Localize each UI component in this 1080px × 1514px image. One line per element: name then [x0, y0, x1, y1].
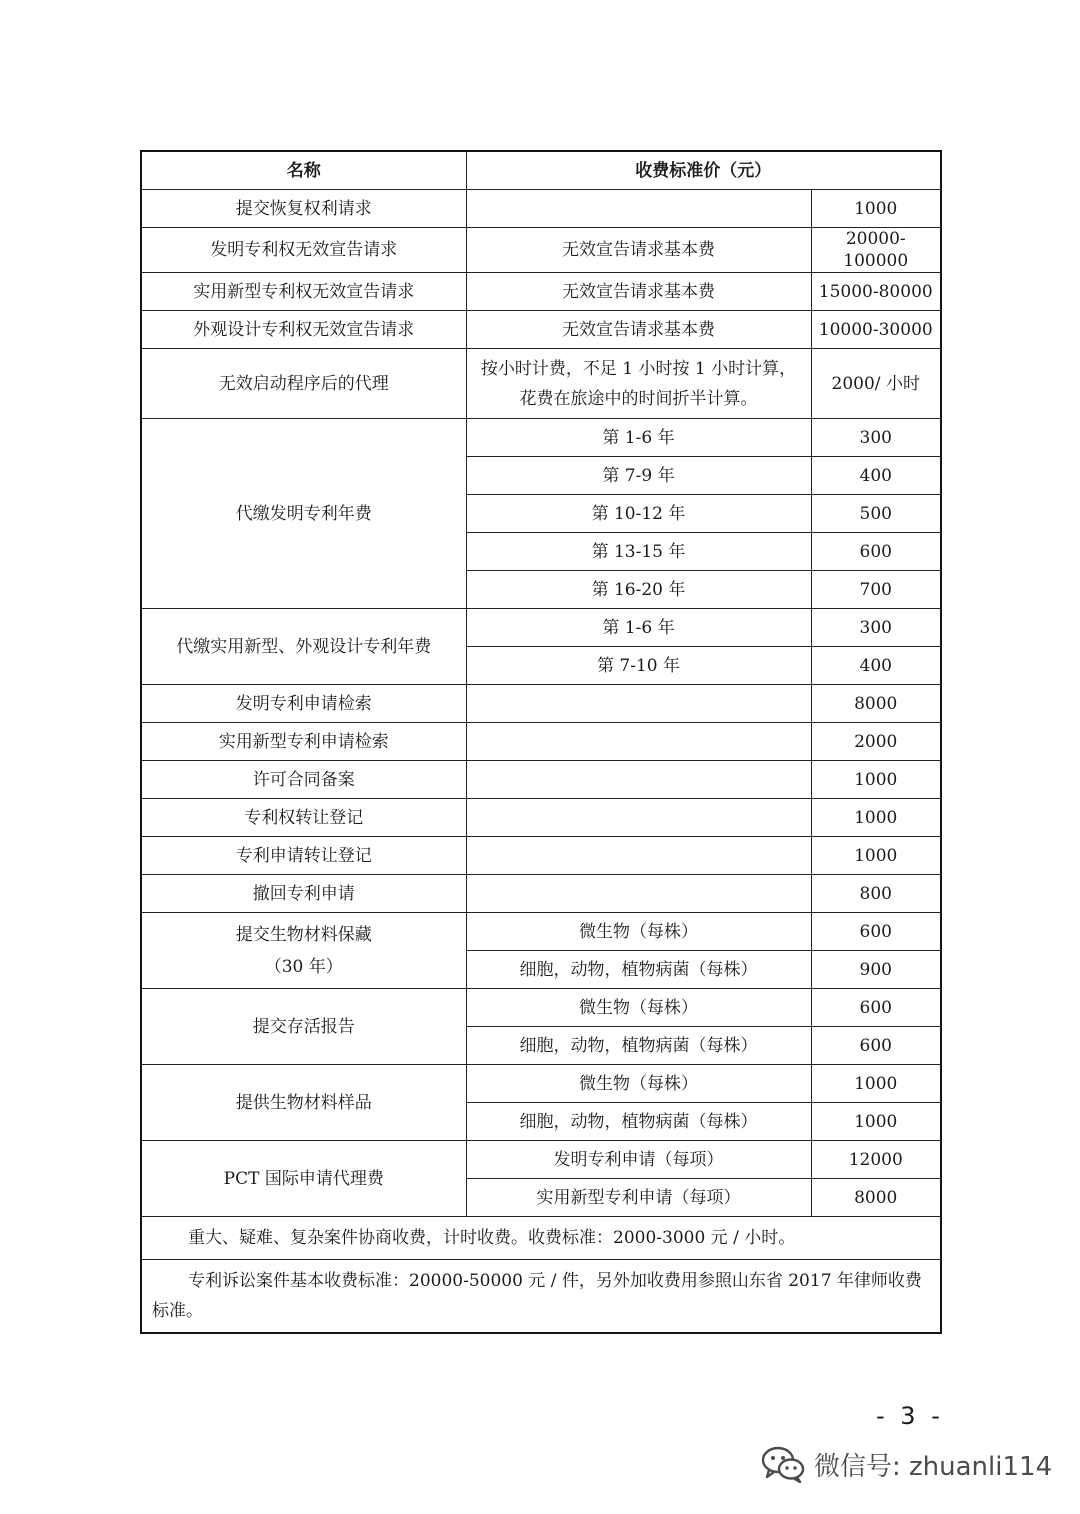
row-name: 代缴实用新型、外观设计专利年费: [141, 609, 466, 685]
row-name: 实用新型专利申请检索: [141, 723, 466, 761]
row-price: 2000/ 小时: [811, 349, 941, 419]
row-item: 第 7-9 年: [466, 457, 811, 495]
row-item: 第 1-6 年: [466, 419, 811, 457]
row-price: 12000: [811, 1141, 941, 1179]
row-item-line: 花费在旅途中的时间折半计算。: [519, 388, 758, 409]
row-price: 8000: [811, 685, 941, 723]
table-header-row: [141, 151, 941, 190]
row-name-line: 提交生物材料保藏: [235, 924, 372, 945]
table-row: [141, 761, 941, 799]
row-item: 实用新型专利申请（每项）: [466, 1179, 811, 1217]
row-price: 600: [811, 913, 941, 951]
row-item: 无效宣告请求基本费: [466, 273, 811, 311]
table-row: [141, 349, 941, 419]
row-price: 1000: [811, 799, 941, 837]
row-item: [466, 761, 811, 799]
table-row: [141, 1065, 941, 1103]
row-name: 许可合同备案: [141, 761, 466, 799]
row-name: [141, 913, 466, 989]
row-name: 发明专利权无效宣告请求: [141, 228, 466, 273]
table-row: [141, 419, 941, 457]
header-name: 名称: [141, 151, 466, 190]
row-name: 撤回专利申请: [141, 875, 466, 913]
row-item: 微生物（每株）: [466, 913, 811, 951]
table-row: [141, 1141, 941, 1179]
row-price: 400: [811, 457, 941, 495]
row-name: 外观设计专利权无效宣告请求: [141, 311, 466, 349]
row-item: 第 1-6 年: [466, 609, 811, 647]
table-row: [141, 311, 941, 349]
row-item: [466, 875, 811, 913]
row-price: 600: [811, 1027, 941, 1065]
table-row: [141, 609, 941, 647]
row-price: 10000-30000: [811, 311, 941, 349]
table-row: [141, 273, 941, 311]
row-item: 无效宣告请求基本费: [466, 228, 811, 273]
note-text: 重大、疑难、复杂案件协商收费，计时收费。收费标准：2000-3000 元 / 小时。: [188, 1228, 796, 1248]
row-name: PCT 国际申请代理费: [141, 1141, 466, 1217]
table-row: [141, 837, 941, 875]
row-item: 微生物（每株）: [466, 1065, 811, 1103]
row-price: 1000: [811, 190, 941, 228]
row-price: 300: [811, 419, 941, 457]
row-price: 300: [811, 609, 941, 647]
fee-table: [140, 150, 942, 1334]
watermark-text: 微信号: zhuanli114: [814, 1451, 1053, 1482]
row-name: 专利权转让登记: [141, 799, 466, 837]
row-item: 第 13-15 年: [466, 533, 811, 571]
row-price: 2000: [811, 723, 941, 761]
row-item: 第 16-20 年: [466, 571, 811, 609]
note-row: [141, 1260, 941, 1334]
row-price: 600: [811, 989, 941, 1027]
table-row: [141, 913, 941, 951]
row-price: 700: [811, 571, 941, 609]
row-price: 8000: [811, 1179, 941, 1217]
note-cell: [141, 1217, 941, 1260]
row-item: 第 7-10 年: [466, 647, 811, 685]
table-row: [141, 989, 941, 1027]
row-price: 1000: [811, 1065, 941, 1103]
page-number: - 3 -: [876, 1402, 944, 1430]
row-item: 无效宣告请求基本费: [466, 311, 811, 349]
row-price: 1000: [811, 837, 941, 875]
row-item-line: 按小时计费，不足 1 小时按 1 小时计算，: [480, 358, 797, 379]
row-name: 发明专利申请检索: [141, 685, 466, 723]
row-name-line: （30 年）: [264, 956, 343, 977]
row-item: 第 10-12 年: [466, 495, 811, 533]
row-price: 20000-100000: [811, 228, 941, 273]
row-name: 提交存活报告: [141, 989, 466, 1065]
wechat-icon: [760, 1444, 806, 1484]
table-row: [141, 685, 941, 723]
row-price: 1000: [811, 1103, 941, 1141]
row-price: 400: [811, 647, 941, 685]
row-item: [466, 799, 811, 837]
row-item: 微生物（每株）: [466, 989, 811, 1027]
header-price: 收费标准价（元）: [466, 151, 941, 190]
table-row: [141, 723, 941, 761]
row-item: [466, 190, 811, 228]
row-price: 15000-80000: [811, 273, 941, 311]
row-price: 800: [811, 875, 941, 913]
row-name: 无效启动程序后的代理: [141, 349, 466, 419]
row-name: 代缴发明专利年费: [141, 419, 466, 609]
row-item: [466, 723, 811, 761]
note-cell: [141, 1260, 941, 1334]
row-price: 900: [811, 951, 941, 989]
table-row: [141, 799, 941, 837]
row-price: 600: [811, 533, 941, 571]
row-item: [466, 685, 811, 723]
table-row: [141, 875, 941, 913]
table-row: [141, 228, 941, 273]
row-item: 细胞，动物，植物病菌（每株）: [466, 1103, 811, 1141]
row-name: 实用新型专利权无效宣告请求: [141, 273, 466, 311]
table-row: [141, 190, 941, 228]
note-text: 专利诉讼案件基本收费标准：20000-50000 元 / 件，另外加收费用参照山东省 2017 年律师收费标准。: [152, 1271, 922, 1321]
row-price: 500: [811, 495, 941, 533]
row-item: 发明专利申请（每项）: [466, 1141, 811, 1179]
row-item: 细胞，动物，植物病菌（每株）: [466, 1027, 811, 1065]
row-name: 提交恢复权利请求: [141, 190, 466, 228]
note-row: [141, 1217, 941, 1260]
row-item: [466, 837, 811, 875]
row-item: [466, 349, 811, 419]
row-name: 专利申请转让登记: [141, 837, 466, 875]
row-item: 细胞，动物，植物病菌（每株）: [466, 951, 811, 989]
row-price: 1000: [811, 761, 941, 799]
watermark: [760, 1444, 1052, 1484]
row-name: 提供生物材料样品: [141, 1065, 466, 1141]
